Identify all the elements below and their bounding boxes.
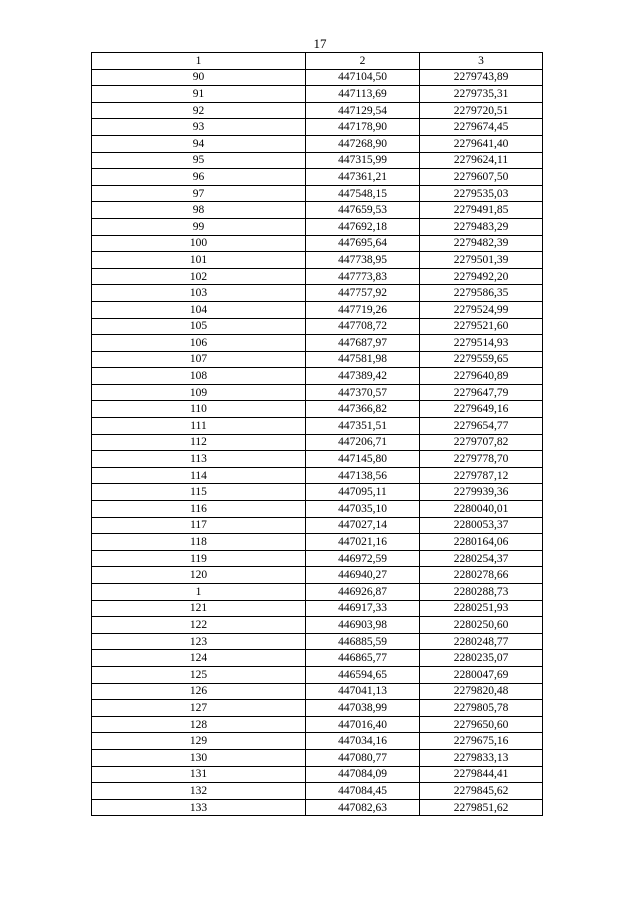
table-row (92, 268, 543, 285)
point-number-cell: 132 (92, 783, 306, 800)
y-coordinate-cell: 2280254,37 (420, 550, 543, 567)
table-row (92, 749, 543, 766)
coordinates-table-body (92, 53, 543, 816)
x-coordinate-cell: 447178,90 (306, 119, 420, 136)
table-row (92, 683, 543, 700)
point-number-cell: 107 (92, 351, 306, 368)
x-coordinate-cell: 447548,15 (306, 185, 420, 202)
point-number-cell: 117 (92, 517, 306, 534)
y-coordinate-cell: 2279805,78 (420, 700, 543, 717)
point-number-cell: 101 (92, 252, 306, 269)
x-coordinate-cell: 447389,42 (306, 368, 420, 385)
y-coordinate-cell: 2279845,62 (420, 783, 543, 800)
point-number-cell: 120 (92, 567, 306, 584)
table-row (92, 119, 543, 136)
y-coordinate-cell: 2279650,60 (420, 716, 543, 733)
y-coordinate-cell: 2279640,89 (420, 368, 543, 385)
point-number-cell: 108 (92, 368, 306, 385)
column-header-1: 1 (92, 53, 306, 70)
point-number-cell: 95 (92, 152, 306, 169)
y-coordinate-cell: 2279787,12 (420, 467, 543, 484)
table-row (92, 318, 543, 335)
x-coordinate-cell: 447738,95 (306, 252, 420, 269)
table-row (92, 252, 543, 269)
y-coordinate-cell: 2280288,73 (420, 584, 543, 601)
table-row (92, 666, 543, 683)
table-row (92, 418, 543, 435)
x-coordinate-cell: 447366,82 (306, 401, 420, 418)
y-coordinate-cell: 2279735,31 (420, 86, 543, 103)
table-row (92, 700, 543, 717)
x-coordinate-cell: 447041,13 (306, 683, 420, 700)
table-row (92, 69, 543, 86)
table-row (92, 534, 543, 551)
point-number-cell: 121 (92, 600, 306, 617)
x-coordinate-cell: 447035,10 (306, 501, 420, 518)
y-coordinate-cell: 2279482,39 (420, 235, 543, 252)
point-number-cell: 122 (92, 617, 306, 634)
table-row (92, 434, 543, 451)
table-row (92, 185, 543, 202)
table-row (92, 235, 543, 252)
table-row (92, 351, 543, 368)
x-coordinate-cell: 447692,18 (306, 218, 420, 235)
point-number-cell: 113 (92, 451, 306, 468)
x-coordinate-cell: 447659,53 (306, 202, 420, 219)
table-row (92, 501, 543, 518)
point-number-cell: 124 (92, 650, 306, 667)
table-row (92, 484, 543, 501)
point-number-cell: 110 (92, 401, 306, 418)
point-number-cell: 96 (92, 169, 306, 186)
column-header-2: 2 (306, 53, 420, 70)
table-row (92, 384, 543, 401)
y-coordinate-cell: 2279624,11 (420, 152, 543, 169)
y-coordinate-cell: 2280047,69 (420, 666, 543, 683)
table-row (92, 733, 543, 750)
table-row (92, 650, 543, 667)
table-row (92, 368, 543, 385)
y-coordinate-cell: 2280235,07 (420, 650, 543, 667)
y-coordinate-cell: 2279675,16 (420, 733, 543, 750)
x-coordinate-cell: 447138,56 (306, 467, 420, 484)
y-coordinate-cell: 2279707,82 (420, 434, 543, 451)
point-number-cell: 1 (92, 584, 306, 601)
point-number-cell: 98 (92, 202, 306, 219)
x-coordinate-cell: 447351,51 (306, 418, 420, 435)
point-number-cell: 125 (92, 666, 306, 683)
x-coordinate-cell: 447206,71 (306, 434, 420, 451)
y-coordinate-cell: 2279654,77 (420, 418, 543, 435)
column-header-3: 3 (420, 53, 543, 70)
table-row (92, 285, 543, 302)
x-coordinate-cell: 447695,64 (306, 235, 420, 252)
page-number: 17 (313, 36, 327, 51)
x-coordinate-cell: 446885,59 (306, 633, 420, 650)
table-header-row (92, 53, 543, 70)
y-coordinate-cell: 2279820,48 (420, 683, 543, 700)
table-row (92, 135, 543, 152)
coordinates-table (91, 52, 543, 816)
table-row (92, 335, 543, 352)
x-coordinate-cell: 447361,21 (306, 169, 420, 186)
y-coordinate-cell: 2280248,77 (420, 633, 543, 650)
table-row (92, 617, 543, 634)
table-row (92, 169, 543, 186)
x-coordinate-cell: 447084,09 (306, 766, 420, 783)
table-row (92, 550, 543, 567)
point-number-cell: 123 (92, 633, 306, 650)
x-coordinate-cell: 446972,59 (306, 550, 420, 567)
point-number-cell: 127 (92, 700, 306, 717)
table-row (92, 86, 543, 103)
point-number-cell: 105 (92, 318, 306, 335)
point-number-cell: 93 (92, 119, 306, 136)
x-coordinate-cell: 447687,97 (306, 335, 420, 352)
table-row (92, 102, 543, 119)
y-coordinate-cell: 2279607,50 (420, 169, 543, 186)
point-number-cell: 104 (92, 301, 306, 318)
table-row (92, 600, 543, 617)
y-coordinate-cell: 2280251,93 (420, 600, 543, 617)
table-row (92, 783, 543, 800)
point-number-cell: 118 (92, 534, 306, 551)
point-number-cell: 128 (92, 716, 306, 733)
x-coordinate-cell: 446903,98 (306, 617, 420, 634)
table-row (92, 766, 543, 783)
point-number-cell: 99 (92, 218, 306, 235)
point-number-cell: 100 (92, 235, 306, 252)
point-number-cell: 131 (92, 766, 306, 783)
y-coordinate-cell: 2279778,70 (420, 451, 543, 468)
y-coordinate-cell: 2279521,60 (420, 318, 543, 335)
table-row (92, 451, 543, 468)
point-number-cell: 126 (92, 683, 306, 700)
table-row (92, 567, 543, 584)
table-row (92, 401, 543, 418)
y-coordinate-cell: 2280250,60 (420, 617, 543, 634)
point-number-cell: 116 (92, 501, 306, 518)
y-coordinate-cell: 2279501,39 (420, 252, 543, 269)
y-coordinate-cell: 2279535,03 (420, 185, 543, 202)
point-number-cell: 103 (92, 285, 306, 302)
point-number-cell: 109 (92, 384, 306, 401)
y-coordinate-cell: 2280053,37 (420, 517, 543, 534)
x-coordinate-cell: 446917,33 (306, 600, 420, 617)
x-coordinate-cell: 447084,45 (306, 783, 420, 800)
x-coordinate-cell: 447268,90 (306, 135, 420, 152)
table-row (92, 584, 543, 601)
point-number-cell: 111 (92, 418, 306, 435)
table-row (92, 202, 543, 219)
x-coordinate-cell: 447757,92 (306, 285, 420, 302)
point-number-cell: 119 (92, 550, 306, 567)
table-row (92, 467, 543, 484)
x-coordinate-cell: 447038,99 (306, 700, 420, 717)
point-number-cell: 106 (92, 335, 306, 352)
table-row (92, 633, 543, 650)
table-row (92, 301, 543, 318)
table-row (92, 517, 543, 534)
point-number-cell: 129 (92, 733, 306, 750)
y-coordinate-cell: 2279524,99 (420, 301, 543, 318)
point-number-cell: 91 (92, 86, 306, 103)
y-coordinate-cell: 2279851,62 (420, 799, 543, 816)
y-coordinate-cell: 2279939,36 (420, 484, 543, 501)
x-coordinate-cell: 447315,99 (306, 152, 420, 169)
x-coordinate-cell: 446940,27 (306, 567, 420, 584)
x-coordinate-cell: 447104,50 (306, 69, 420, 86)
x-coordinate-cell: 447021,16 (306, 534, 420, 551)
point-number-cell: 102 (92, 268, 306, 285)
y-coordinate-cell: 2279647,79 (420, 384, 543, 401)
x-coordinate-cell: 447145,80 (306, 451, 420, 468)
x-coordinate-cell: 447719,26 (306, 301, 420, 318)
y-coordinate-cell: 2279491,85 (420, 202, 543, 219)
x-coordinate-cell: 446865,77 (306, 650, 420, 667)
y-coordinate-cell: 2279649,16 (420, 401, 543, 418)
x-coordinate-cell: 447034,16 (306, 733, 420, 750)
y-coordinate-cell: 2279743,89 (420, 69, 543, 86)
y-coordinate-cell: 2279492,20 (420, 268, 543, 285)
x-coordinate-cell: 447082,63 (306, 799, 420, 816)
table-row (92, 716, 543, 733)
y-coordinate-cell: 2279844,41 (420, 766, 543, 783)
y-coordinate-cell: 2279483,29 (420, 218, 543, 235)
x-coordinate-cell: 447016,40 (306, 716, 420, 733)
point-number-cell: 114 (92, 467, 306, 484)
point-number-cell: 90 (92, 69, 306, 86)
y-coordinate-cell: 2280164,06 (420, 534, 543, 551)
x-coordinate-cell: 446594,65 (306, 666, 420, 683)
table-row (92, 799, 543, 816)
point-number-cell: 133 (92, 799, 306, 816)
y-coordinate-cell: 2279720,51 (420, 102, 543, 119)
y-coordinate-cell: 2279586,35 (420, 285, 543, 302)
x-coordinate-cell: 447370,57 (306, 384, 420, 401)
x-coordinate-cell: 447095,11 (306, 484, 420, 501)
y-coordinate-cell: 2280040,01 (420, 501, 543, 518)
point-number-cell: 92 (92, 102, 306, 119)
y-coordinate-cell: 2279641,40 (420, 135, 543, 152)
x-coordinate-cell: 447708,72 (306, 318, 420, 335)
x-coordinate-cell: 447027,14 (306, 517, 420, 534)
y-coordinate-cell: 2280278,66 (420, 567, 543, 584)
table-row (92, 152, 543, 169)
y-coordinate-cell: 2279559,65 (420, 351, 543, 368)
table-row (92, 218, 543, 235)
y-coordinate-cell: 2279833,13 (420, 749, 543, 766)
x-coordinate-cell: 447080,77 (306, 749, 420, 766)
y-coordinate-cell: 2279514,93 (420, 335, 543, 352)
point-number-cell: 97 (92, 185, 306, 202)
point-number-cell: 130 (92, 749, 306, 766)
point-number-cell: 115 (92, 484, 306, 501)
x-coordinate-cell: 447773,83 (306, 268, 420, 285)
x-coordinate-cell: 447581,98 (306, 351, 420, 368)
x-coordinate-cell: 447129,54 (306, 102, 420, 119)
y-coordinate-cell: 2279674,45 (420, 119, 543, 136)
x-coordinate-cell: 446926,87 (306, 584, 420, 601)
point-number-cell: 112 (92, 434, 306, 451)
point-number-cell: 94 (92, 135, 306, 152)
x-coordinate-cell: 447113,69 (306, 86, 420, 103)
